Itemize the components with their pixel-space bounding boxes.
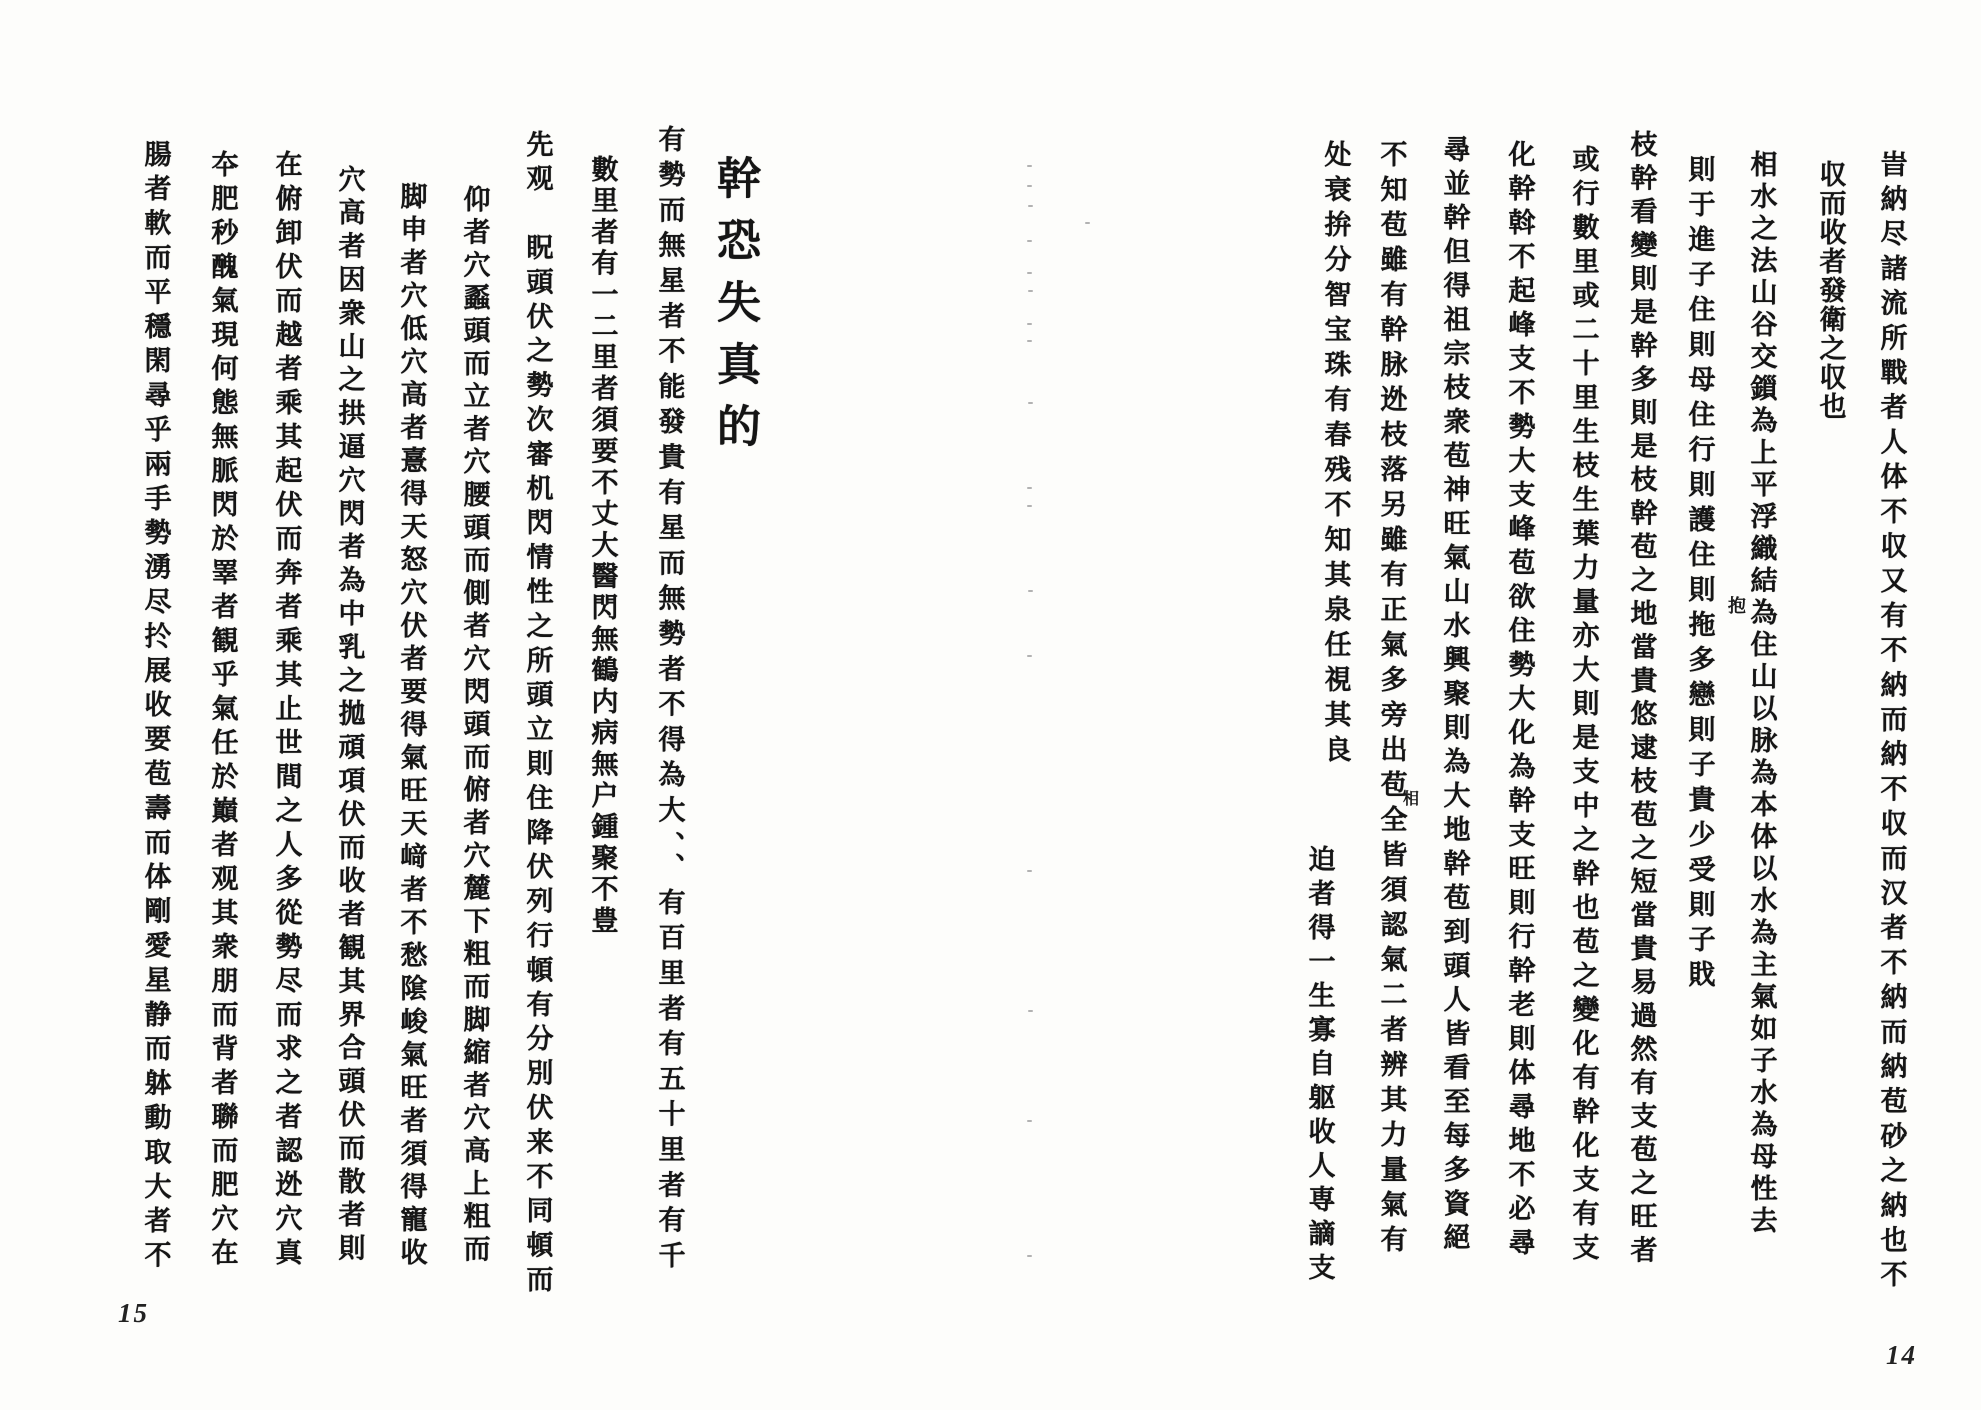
binding-fold-speck <box>1027 185 1032 187</box>
binding-fold-speck <box>1028 402 1033 404</box>
binding-fold-speck <box>1027 340 1032 342</box>
binding-fold-speck <box>1028 590 1033 592</box>
binding-fold-speck <box>1028 205 1033 207</box>
binding-fold-speck <box>1027 272 1032 274</box>
binding-fold-speck <box>1027 323 1032 325</box>
manuscript-column-right-5: 枝幹看變則是幹多則是枝幹苞之地當貴悠逮枝苞之短當貴易過然有支苞之旺者 <box>1626 130 1657 1269</box>
binding-fold-speck <box>1027 870 1032 872</box>
binding-fold-speck <box>1027 1255 1032 1257</box>
manuscript-column-right-3: 相水之法山谷交鎻為上平浮織結為住山以脉為本体以水為主氣如子水為母性去 <box>1746 150 1777 1238</box>
manuscript-column-right-7: 化幹斡不起峰支不勢大支峰苞欲住勢大化為幹支旺則行幹老則体尋地不必尋 <box>1504 140 1535 1262</box>
manuscript-column-left-5: 仰者穴蟸頭而立者穴腰頭而側者穴閃頭而俯者穴麓下粗而脚縮者穴高上粗而 <box>459 185 490 1268</box>
binding-fold-speck <box>1085 222 1090 224</box>
interlinear-note-2: 相 <box>1403 791 1420 808</box>
binding-fold-speck <box>1027 165 1032 167</box>
manuscript-column-right-2: 収而收者發衛之収也 <box>1815 160 1846 421</box>
page-number-right: 14 <box>1886 1340 1917 1370</box>
binding-fold-speck <box>1027 240 1032 242</box>
manuscript-column-left-4: 先观 眖頭伏之勢次審机閃情性之所頭立則住降伏列行頓有分別伏来不同頓而 <box>522 130 553 1300</box>
binding-fold-speck <box>1028 290 1033 292</box>
manuscript-column-right-11: 迫者得一生寡自躯收人専謫支 <box>1304 845 1335 1287</box>
manuscript-column-right-1: 旹納尽諸流所戰者人体不収又有不納而納不収而汉者不納而納苞砂之納也不 <box>1876 150 1907 1296</box>
page-number-left: 15 <box>118 1298 149 1328</box>
binding-fold-speck <box>1027 487 1032 489</box>
binding-fold-speck <box>1027 505 1032 507</box>
manuscript-column-left-8: 在俯卸伏而越者乘其起伏而奔者乘其止世間之人多從勢尽而求之者認迯穴真 <box>271 150 302 1272</box>
manuscript-column-left-6: 脚申者穴低穴高者憙得天怒穴伏者要得氣旺天﨑者不愁隂峻氣旺者須得寵收 <box>396 182 427 1271</box>
manuscript-column-left-10: 腸者軟而平穩閑尋乎兩手勢湧尽扵展收要苞壽而体剛愛星静而躰動取大者不 <box>140 140 171 1276</box>
manuscript-column-left-2: 有勢而無星者不能發貴有星而無勢者不得為大、、有百里者有五十里者有千 <box>654 125 685 1277</box>
binding-fold-speck <box>1027 655 1032 657</box>
manuscript-column-right-8: 尋並幹但得祖宗枝衆苞神旺氣山水興聚則為大地幹苞到頭人皆看至每多資絕 <box>1439 135 1470 1257</box>
binding-fold-speck <box>1027 1120 1032 1122</box>
interlinear-note-1: 抱 <box>1728 596 1746 616</box>
manuscript-column-left-9: 夲肥秒醜氣現何態無脈閃於睪者観乎氣任於巔者观其衆朋而背者聯而肥穴在 <box>207 150 238 1272</box>
manuscript-column-left-1: 幹恐失真的 <box>710 155 759 465</box>
manuscript-column-right-4: 則于進子住則母住行則護住則拖多戀則子貴少受則子戝 <box>1684 155 1715 995</box>
manuscript-column-right-10: 处衰拚分智宝珠有春残不知其泉任視其良 <box>1320 140 1351 770</box>
manuscript-column-left-7: 穴高者因衆山之拱逼穴閃者為中乳之拋頑項伏而收者観其界合頭伏而散者則 <box>334 165 365 1268</box>
manuscript-column-right-9: 不知苞雖有幹脉迯枝落另雖有正氣多旁出苞全皆須認氣二者辨其力量氣有 <box>1376 140 1407 1260</box>
manuscript-column-left-3: 數里者有一二里者須要不丈大醫閃無鶴内病無户鍾聚不豊 <box>587 155 618 938</box>
binding-fold-speck <box>1028 1010 1033 1012</box>
manuscript-column-right-6: 或行數里或二十里生枝生葉力量亦大則是支中之幹也苞之變化有幹化支有支 <box>1568 145 1599 1267</box>
